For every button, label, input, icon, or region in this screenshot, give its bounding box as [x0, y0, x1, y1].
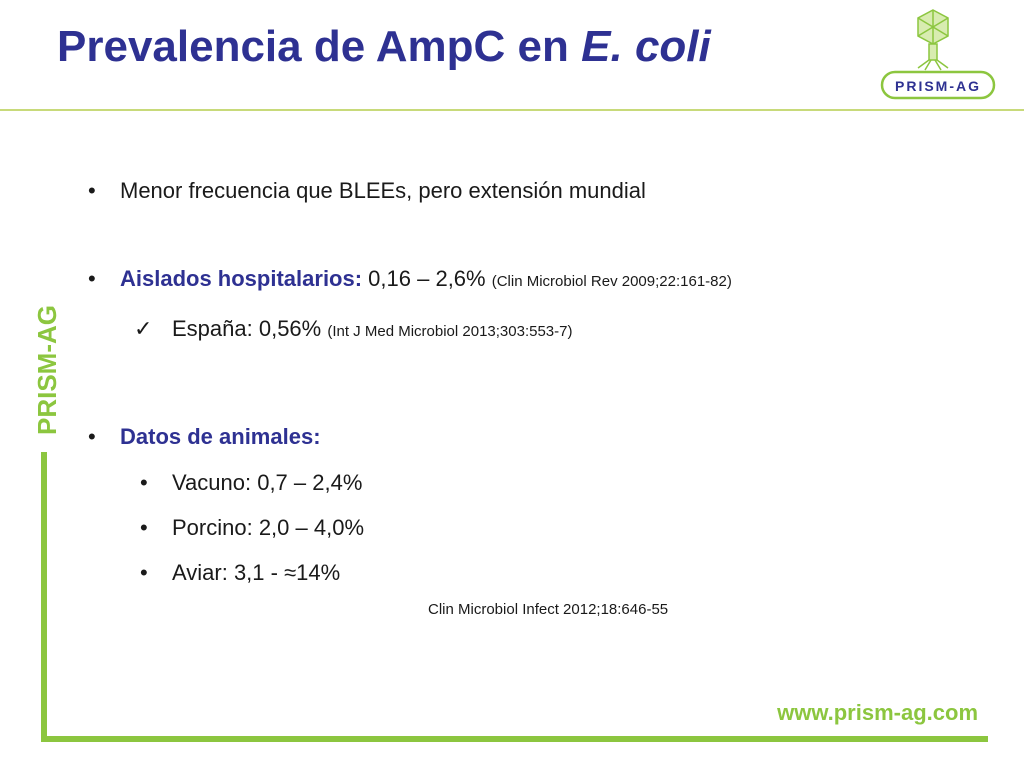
list-item-hospitalarios: [120, 266, 732, 292]
bullet-icon: •: [88, 266, 96, 291]
bullet-icon: •: [88, 424, 96, 449]
item-reference: (Clin Microbiol Rev 2009;22:161-82): [491, 273, 732, 290]
footer-website-link[interactable]: www.prism-ag.com: [777, 700, 978, 725]
list-item-espana: [172, 316, 572, 342]
title-divider: [0, 109, 1024, 111]
item-value: España: 0,56%: [172, 316, 328, 341]
list-item-frecuencia: Menor frecuencia que BLEEs, pero extensión mundial: [120, 178, 646, 203]
item-reference: (Int J Med Microbiol 2013;303:553-7): [327, 323, 573, 340]
virus-icon: [918, 10, 948, 70]
bullet-icon: •: [140, 560, 148, 585]
bullet-icon: •: [140, 470, 148, 495]
list-item-porcino: Porcino: 2,0 – 4,0%: [172, 515, 365, 540]
animals-reference: Clin Microbiol Infect 2012;18:646-55: [428, 601, 669, 618]
list-item-animales: Datos de animales:: [120, 424, 321, 449]
list-item-vacuno: Vacuno: 0,7 – 2,4%: [172, 470, 363, 495]
list-item-aviar: Aviar: 3,1 - ≈14%: [172, 560, 341, 585]
page-title: Prevalencia de AmpC en E. coli: [57, 22, 711, 71]
sidebar-vertical-text: PRISM-AG: [32, 305, 62, 435]
item-value: 0,16 – 2,6%: [362, 266, 492, 291]
footer-line: [41, 736, 988, 742]
title-italic: E. coli: [581, 22, 711, 71]
logo-text: PRISM-AG: [895, 78, 981, 94]
checkmark-icon: ✓: [134, 316, 153, 341]
prism-ag-logo: [878, 6, 998, 102]
item-label: Aislados hospitalarios:: [120, 266, 363, 291]
bullet-icon: •: [140, 515, 148, 540]
sidebar-line: [41, 452, 47, 740]
bullet-icon: •: [88, 178, 96, 203]
